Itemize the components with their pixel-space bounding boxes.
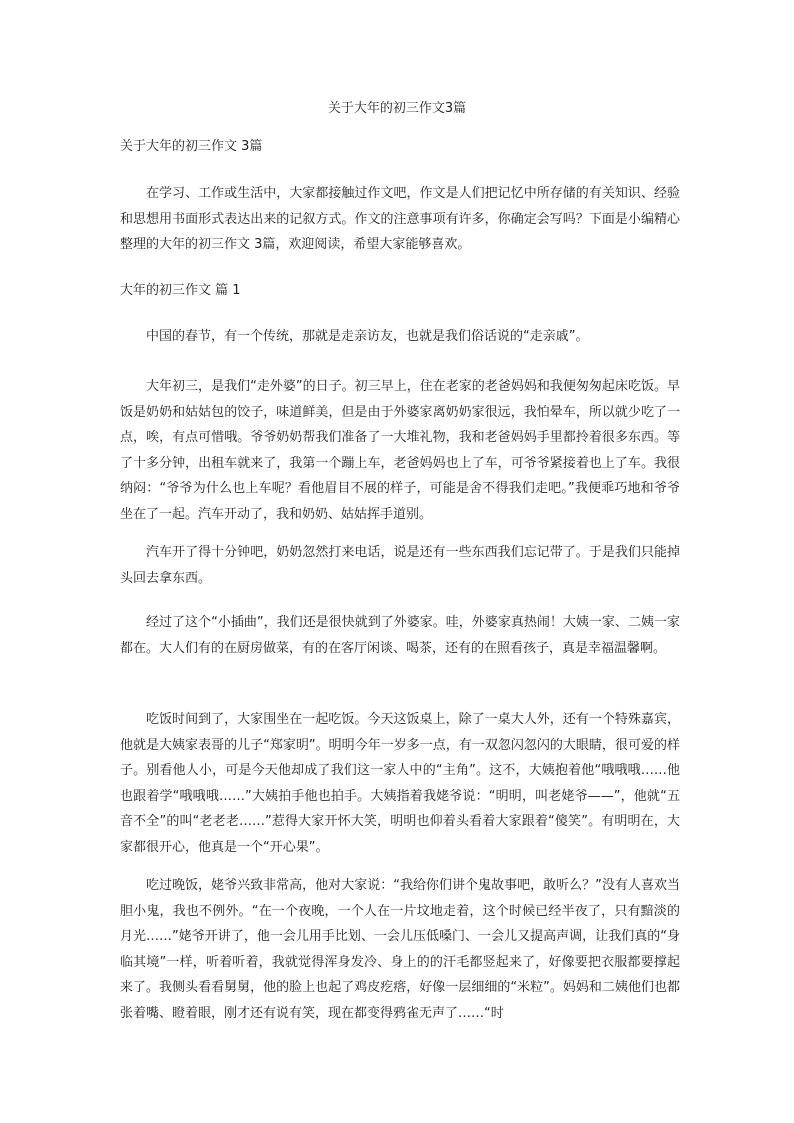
essay-paragraph-6: 吃过晚饭，姥爷兴致非常高，他对大家说：“我给你们讲个鬼故事吧，敢听么？”没有人喜欢当胆小鬼，我也不例外。“在一个夜晚，一个人在一片坟地走着，这个时候已经半夜了，只有黯淡的月光……”姥爷开讲了，他一会儿用手比划、一会儿压低嗓门、一会儿又提高声调，让我们真的“身临其境”一样，听着听着，我就觉得浑身发冷、身上的的汗毛都竖起来了，好像要把衣服都要撑起来了。我侧头看看舅舅，他的脸上也起了鸡皮疙瘩，好像一层细细的“米粒”。妈妈和二姨他们也都张着嘴、瞪着眼，刚才还有说有笑，现在都变得鸦雀无声了……“时 <box>120 878 680 1021</box>
essay-paragraph-1: 中国的春节，有一个传统，那就是走亲访友，也就是我们俗话说的“走亲戚”。 <box>146 329 589 344</box>
document-title: 关于大年的初三作文3篇 <box>327 101 467 116</box>
essay-paragraph-4: 经过了这个“小插曲”，我们还是很快就到了外婆家。哇，外婆家真热闹！大姨一家、二姨一家都在。大人们有的在厨房做菜，有的在客厅闲谈、喝茶，还有的在照看孩子，真是幸福温馨啊。 <box>120 615 680 656</box>
section-heading: 大年的初三作文 篇 1 <box>120 283 241 298</box>
intro-paragraph: 在学习、工作或生活中，大家都接触过作文吧，作文是人们把记忆中所存储的有关知识、经验和思想用书面形式表达出来的记叙方式。作文的注意事项有许多，你确定会写吗？下面是小编精心整理的大年的初三作文 3篇，欢迎阅读，希望大家能够喜欢。 <box>120 186 680 252</box>
essay-paragraph-3: 汽车开了得十分钟吧，奶奶忽然打来电话，说是还有一些东西我们忘记带了。于是我们只能掉头回去拿东西。 <box>120 545 680 586</box>
document-subtitle: 关于大年的初三作文 3篇 <box>120 139 263 154</box>
essay-paragraph-5: 吃饭时间到了，大家围坐在一起吃饭。今天这饭桌上，除了一桌大人外，还有一个特殊嘉宾，他就是大姨家表哥的儿子“郑家明”。明明今年一岁多一点，有一双忽闪忽闪的大眼睛，很可爱的样子。别看他人小，可是今天他却成了我们这一家人中的“主角”。这不，大姨抱着他“哦哦哦……他也跟着学“哦哦哦……”大姨拍手他也拍手。大姨指着我姥爷说：“明明，叫老姥爷——”，他就“五音不全”的叫“老老老……”惹得大家开怀大笑，明明也仰着头看着大家跟着“傻笑”。有明明在，大家都很开心，他真是一个“开心果”。 <box>120 712 680 855</box>
essay-paragraph-2: 大年初三，是我们“走外婆”的日子。初三早上，住在老家的老爸妈妈和我便匆匆起床吃饭。早饭是奶奶和姑姑包的饺子，味道鲜美，但是由于外婆家离奶奶家很远，我怕晕车，所以就少吃了一点，唉，有点可惜哦。爷爷奶奶帮我们准备了一大堆礼物，我和老爸妈妈手里都拎着很多东西。等了十多分钟，出租车就来了，我第一个蹦上车，老爸妈妈也上了车，可爷爷紧接着也上了车。我很纳闷：“爷爷为什么也上车呢？看他眉目不展的样子，可能是舍不得我们走吧。”我便乖巧地和爷爷坐在了一起。汽车开动了，我和奶奶、姑姑挥手道别。 <box>120 379 680 522</box>
